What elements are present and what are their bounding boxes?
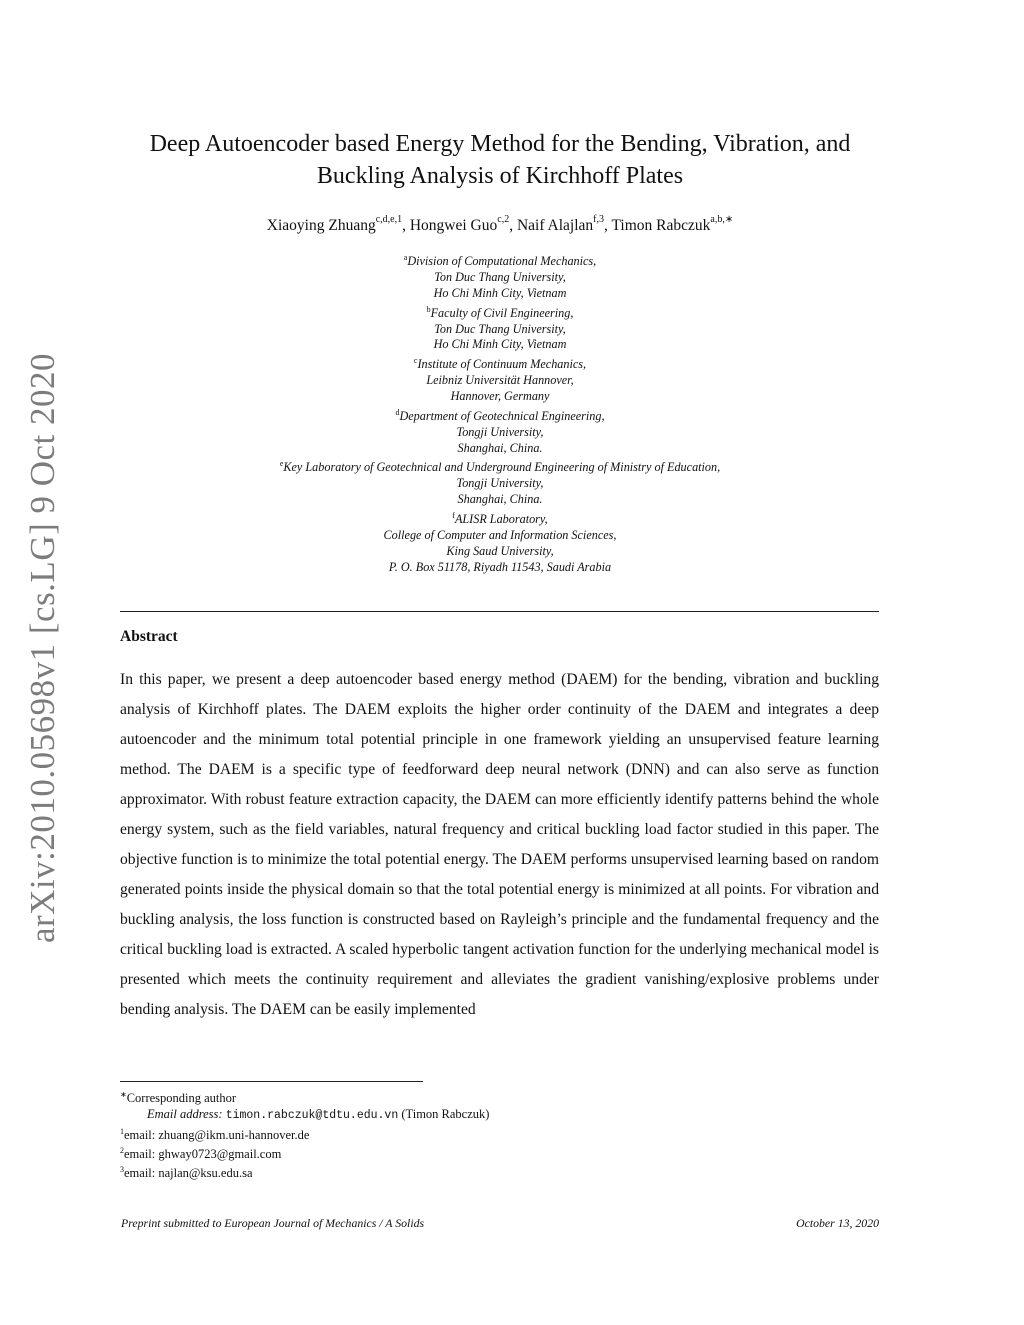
- affiliation-line: $^d$Department of Geotechnical Engineering,: [395, 407, 605, 423]
- affiliation-line: Ho Chi Minh City, Vietnam: [433, 285, 567, 300]
- author-affil-sup: f,3: [593, 214, 604, 225]
- footnote-rule: [120, 1081, 423, 1082]
- author-name: Timon Rabczuk: [611, 217, 711, 235]
- author-list: Xiaoying Zhuang$^{c,d,e,1}$, Hongwei Guo$^{c,2}$, Naif Alajlan$^{f,3}$, Timon Rabczuk$^{a,b,∗}$: [266, 214, 734, 235]
- affiliation-line: $^a$Division of Computational Mechanics,: [403, 253, 597, 269]
- affiliation-line: Ton Duc Thang University,: [434, 269, 566, 284]
- footer-date: October 13, 2020: [796, 1216, 879, 1230]
- affiliations: [100, 250, 900, 575]
- abstract-body: In this paper, we present a deep autoencoder based energy method (DAEM) for the bending, vibration and buckling analysis of Kirchhoff plates. The DAEM exploits the higher order continuity of the DAEM and integrates a deep autoencoder and the minimum total potential principle in one framework yielding an unsupervised feature learning method. The DAEM is a specific type of feedforward deep neural network (DNN) and can also serve as function approximator. With robust feature extraction capacity, the DAEM can more efficiently identify patterns behind the whole energy system, such as the field variables, natural frequency and critical buckling load factor studied in this paper. The objective function is to minimize the total potential energy. The DAEM performs unsupervised learning based on random generated points inside the physical domain so that the total potential energy is minimized at all points. For vibration and buckling analysis, the loss function is constructed based on Rayleigh’s principle and the fundamental frequency and the critical buckling load is extracted. A scaled hyperbolic tangent activation function for the underlying mechanical model is presented which meets the continuity requirement and alleviates the gradient vanishing/explosive problems under bending analysis. The DAEM can be easily implemented: [120, 671, 879, 1018]
- affiliation-line: Shanghai, China.: [457, 440, 543, 455]
- affiliation-line: Tongji University,: [456, 476, 544, 491]
- footnote-corresponding: ∗Corresponding author: [120, 1090, 237, 1106]
- footnote-note: $^2$email: ghway0723@gmail.com: [120, 1146, 282, 1162]
- footnote-note: $^3$email: najlan@ksu.edu.sa: [120, 1165, 253, 1181]
- footnote-email: Email address: timon.rabczuk@tdtu.edu.vn (Timon Rabczuk): [147, 1107, 490, 1123]
- affiliation-line: King Saud University,: [446, 543, 554, 558]
- title-line-2: Buckling Analysis of Kirchhoff Plates: [316, 163, 684, 189]
- email-link[interactable]: timon.rabczuk@tdtu.edu.vn: [225, 1109, 399, 1123]
- author-affil-sup: c,2: [497, 214, 510, 225]
- affiliation-line: $^c$Institute of Continuum Mechanics,: [413, 356, 587, 372]
- affiliation-line: Leibniz Universität Hannover,: [426, 373, 574, 388]
- footer-preprint-note: Preprint submitted to European Journal of Mechanics / A Solids: [121, 1216, 425, 1230]
- affiliation-line: Ho Chi Minh City, Vietnam: [433, 337, 567, 352]
- author-name: Xiaoying Zhuang: [266, 217, 376, 235]
- affiliation-line: Shanghai, China.: [457, 492, 543, 507]
- author-name: Hongwei Guo: [409, 217, 498, 235]
- affiliation-line: College of Computer and Information Sciences,: [383, 527, 617, 542]
- paper-title: [100, 128, 900, 192]
- author-affil-sup: c,d,e,1: [375, 214, 403, 225]
- abstract-heading: Abstract: [120, 628, 178, 645]
- affiliation-line: $^e$Key Laboratory of Geotechnical and Underground Engineering of Ministry of Education,: [279, 459, 721, 475]
- affiliation-line: Ton Duc Thang University,: [434, 321, 566, 336]
- title-line-1: Deep Autoencoder based Energy Method for the Bending, Vibration, and: [149, 131, 851, 157]
- footnotes: [120, 1087, 720, 1182]
- footnote-note: $^1$email: zhuang@ikm.uni-hannover.de: [120, 1127, 310, 1143]
- author-affil-sup: a,b,∗: [710, 214, 734, 225]
- affiliation-line: Hannover, Germany: [450, 388, 550, 403]
- affiliation-line: $^f$ALISR Laboratory,: [452, 510, 548, 527]
- abstract-top-rule: [120, 611, 879, 612]
- affiliation-line: Tongji University,: [456, 424, 544, 439]
- affiliation-line: P. O. Box 51178, Riyadh 11543, Saudi Arabia: [388, 559, 612, 574]
- arxiv-side-stamp: arXiv:2010.05698v1 [cs.LG] 9 Oct 2020: [23, 352, 62, 944]
- affiliation-line: $^b$Faculty of Civil Engineering,: [426, 304, 574, 320]
- author-name: Naif Alajlan: [516, 217, 594, 235]
